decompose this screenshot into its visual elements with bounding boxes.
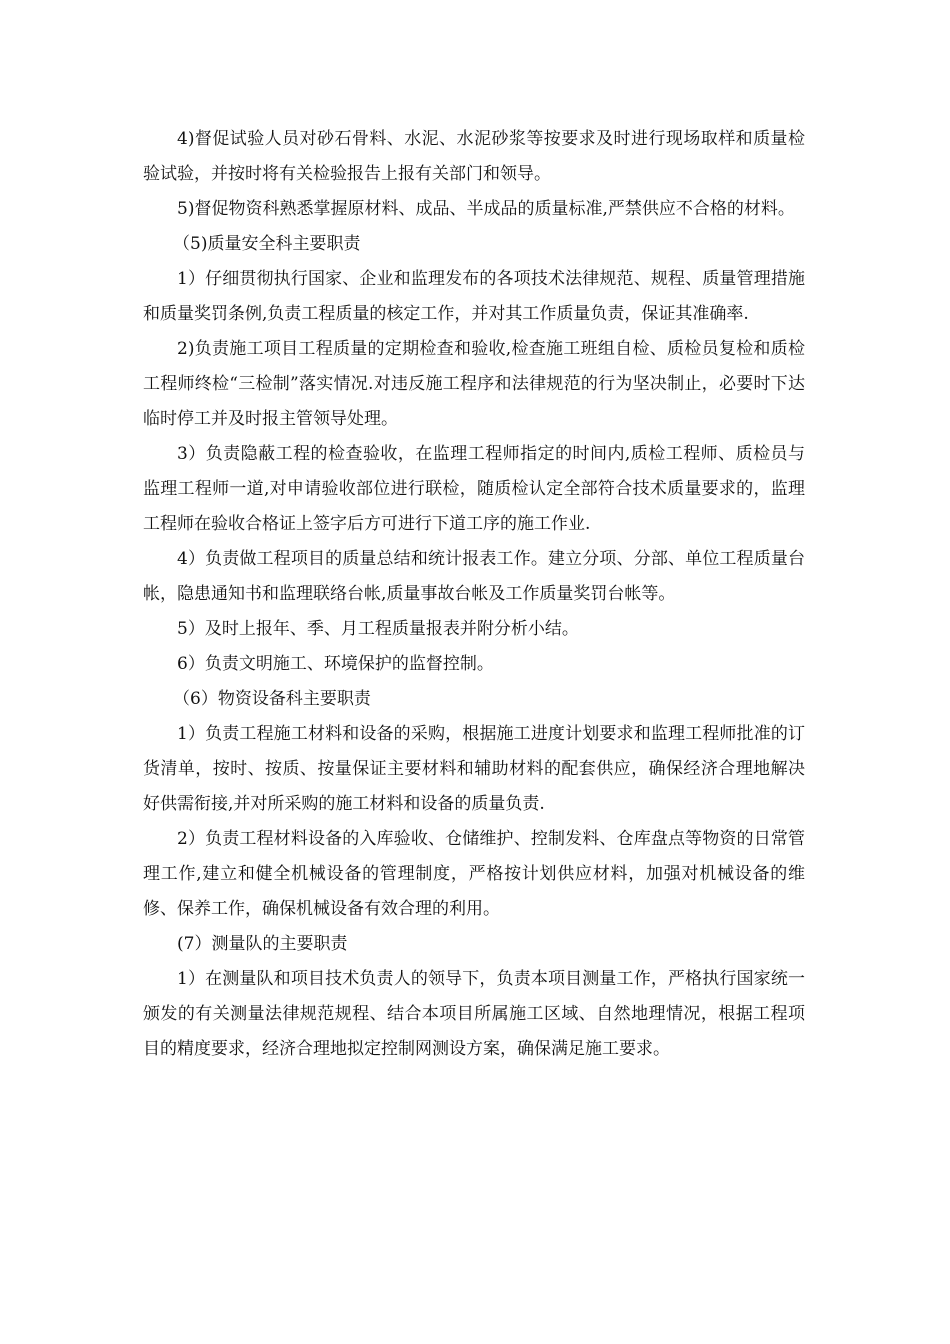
paragraph-quality-item-4: 4）负责做工程项目的质量总结和统计报表工作。建立分项、分部、单位工程质量台帐，隐患通知书和监理联络台帐,质量事故台帐及工作质量奖罚台帐等。 [143,549,805,604]
paragraph-item-5-supervise-materials: 5)督促物资科熟悉掌握原材料、成品、半成品的质量标准,严禁供应不合格的材料。 [177,199,795,219]
section-heading-quality-safety: （5)质量安全科主要职责 [173,234,361,254]
paragraph-quality-item-6: 6）负责文明施工、环境保护的监督控制。 [177,654,494,674]
section-heading-survey-team: (7）测量队的主要职责 [177,934,348,954]
section-heading-materials-equipment: （6）物资设备科主要职责 [173,689,371,709]
paragraph-materials-item-1: 1）负责工程施工材料和设备的采购，根据施工进度计划要求和监理工程师批准的订货清单，按时、按质、按量保证主要材料和辅助材料的配套供应，确保经济合理地解决好供需衔接,并对所采购的施工材料和设备的质量负责. [143,724,805,814]
paragraph-survey-item-1: 1）在测量队和项目技术负责人的领导下，负责本项目测量工作，严格执行国家统一颁发的有关测量法律规范规程、结合本项目所属施工区域、自然地理情况，根据工程项目的精度要求，经济合理地拟定控制网测设方案，确保满足施工要求。 [143,969,805,1059]
paragraph-quality-item-3: 3）负责隐蔽工程的检查验收，在监理工程师指定的时间内,质检工程师、质检员与监理工程师一道,对申请验收部位进行联检，随质检认定全部符合技术质量要求的，监理工程师在验收合格证上签字后方可进行下道工序的施工作业. [143,444,805,534]
paragraph-item-4-supervise-testing: 4)督促试验人员对砂石骨料、水泥、水泥砂浆等按要求及时进行现场取样和质量检验试验，并按时将有关检验报告上报有关部门和领导。 [143,129,805,184]
paragraph-materials-item-2: 2）负责工程材料设备的入库验收、仓储维护、控制发料、仓库盘点等物资的日常管理工作,建立和健全机械设备的管理制度，严格按计划供应材料，加强对机械设备的维修、保养工作，确保机械设备有效合理的利用。 [143,829,805,919]
paragraph-quality-item-2: 2)负责施工项目工程质量的定期检查和验收,检查施工班组自检、质检员复检和质检工程师终检“三检制”落实情况.对违反施工程序和法律规范的行为坚决制止，必要时下达临时停工并及时报主管领导处理。 [143,339,805,429]
paragraph-quality-item-5: 5）及时上报年、季、月工程质量报表并附分析小结。 [177,619,579,639]
paragraph-quality-item-1: 1）仔细贯彻执行国家、企业和监理发布的各项技术法律规范、规程、质量管理措施和质量奖罚条例,负责工程质量的核定工作，并对其工作质量负责，保证其准确率. [143,269,805,324]
document-body [143,122,805,1067]
